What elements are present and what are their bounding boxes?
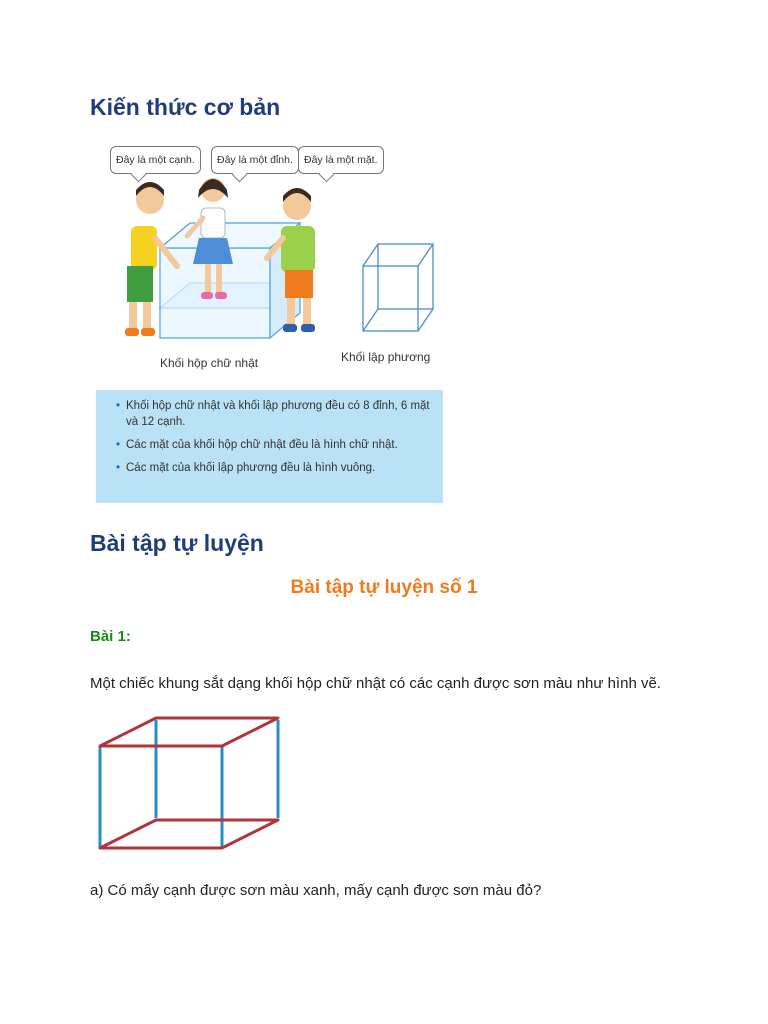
exercise-label: Bài 1: [90,628,131,645]
exercise-set-title: Bài tập tự luyện số 1 [290,577,478,598]
caption-cube: Khối lập phương [341,350,431,364]
question-a-text: a) Có mấy cạnh được sơn màu xanh, mấy cạnh được sơn màu đỏ? [90,882,542,899]
summary-item: • Các mặt của khối hộp chữ nhật đều là hình chữ nhật. [126,437,433,453]
top-face-red-edges [100,718,278,746]
textbook-illustration [95,138,445,378]
speech-bubble-vertex: Đây là một đỉnh. [211,146,299,174]
exercise-intro-text: Một chiếc khung sắt dạng khối hộp chữ nhật có các cạnh được sơn màu như hình vẽ. [90,675,661,692]
caption-rectangular-box: Khối hộp chữ nhật [160,356,259,370]
cube-shape [363,244,433,331]
colored-box-frame [96,714,282,854]
kids-and-solids-illustration [95,138,445,378]
bottom-face-red-edges [100,820,278,848]
painted-frame-figure [96,714,282,854]
summary-item: • Khối hộp chữ nhật và khối lập phương đều có 8 đỉnh, 6 mặt và 12 cạnh. [126,398,433,430]
section-heading-practice: Bài tập tự luyện [90,530,264,556]
speech-bubble-face: Đây là một mặt. [298,146,384,174]
summary-list [116,398,433,476]
summary-item: • Các mặt của khối lập phương đều là hình vuông. [126,460,433,476]
section-heading-basics: Kiến thức cơ bản [90,94,281,120]
speech-bubble-edge: Đây là một cạnh. [110,146,201,174]
summary-info-box [96,390,443,503]
